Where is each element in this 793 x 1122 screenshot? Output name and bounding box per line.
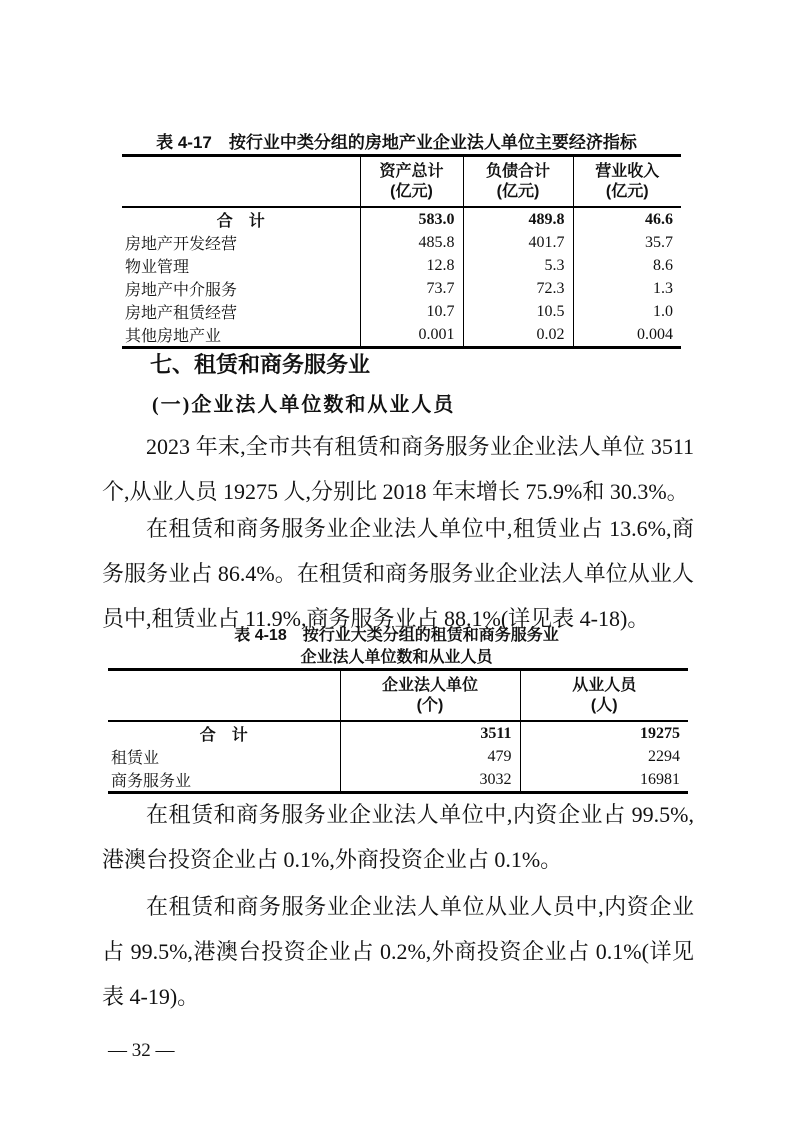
paragraph-employee-ownership: 在租赁和商务服务业企业法人单位从业人员中,内资企业占 99.5%,港澳台投资企业占 0.2%,外商投资企业占 0.1%(详见表 4-19)。 xyxy=(102,894,694,1009)
cell-value: 3032 xyxy=(340,768,520,793)
section-heading: 七、租赁和商务服务业 xyxy=(150,352,371,377)
header-line: 营业收入 xyxy=(595,162,660,180)
cell-value: 12.8 xyxy=(360,254,463,277)
cell-value: 0.001 xyxy=(360,323,463,348)
table-4-18-header-units xyxy=(340,670,520,722)
header-line: 从业人员 xyxy=(572,676,637,694)
table-4-18-header-employees xyxy=(520,670,688,722)
table-4-17-title: 表 4-17 按行业中类分组的房地产业企业法人单位主要经济指标 xyxy=(156,133,637,152)
page-number: — 32 — xyxy=(108,1040,175,1061)
row-label: 其他房地产业 xyxy=(125,328,222,345)
row-label: 物业管理 xyxy=(125,259,190,276)
table-row-total xyxy=(122,207,681,231)
cell-value: 16981 xyxy=(520,768,688,793)
table-4-18-title-line2: 企业法人单位数和从业人员 xyxy=(300,649,493,666)
cell-value: 10.5 xyxy=(463,300,573,323)
header-line: 负债合计 xyxy=(485,162,550,180)
header-unit: (个) xyxy=(416,696,444,714)
table-4-18-header-empty xyxy=(108,670,340,722)
row-label: 租赁业 xyxy=(111,750,160,767)
cell-value: 72.3 xyxy=(463,277,573,300)
table-4-18-title-line1: 表 4-18 按行业大类分组的租赁和商务服务业 xyxy=(234,627,559,644)
table-row xyxy=(122,254,681,277)
cell-value: 401.7 xyxy=(463,231,573,254)
table-4-17 xyxy=(122,154,681,349)
table-row xyxy=(108,745,688,768)
cell-value: 479 xyxy=(340,745,520,768)
cell-value: 1.3 xyxy=(573,277,681,300)
header-unit: (亿元) xyxy=(605,182,649,200)
row-label: 合 计 xyxy=(216,213,265,230)
header-unit: (亿元) xyxy=(496,182,540,200)
cell-value: 19275 xyxy=(520,721,688,745)
table-4-18-header-row xyxy=(108,670,688,722)
table-4-18 xyxy=(108,668,688,794)
table-4-17-header-revenue xyxy=(573,156,681,208)
paragraph-industry-shares: 在租赁和商务服务业企业法人单位中,租赁业占 13.6%,商务服务业占 86.4%。在租赁和商务服务业企业法人单位从业人员中,租赁业占 11.9%,商务服务业占 88.1%(详见表 4-18)。 xyxy=(102,516,694,631)
table-4-17-header-row xyxy=(122,156,681,208)
table-4-17-header-liabilities xyxy=(463,156,573,208)
cell-value: 73.7 xyxy=(360,277,463,300)
cell-value: 0.02 xyxy=(463,323,573,348)
table-4-17-header-empty xyxy=(122,156,360,208)
cell-value: 485.8 xyxy=(360,231,463,254)
header-unit: (人) xyxy=(590,696,618,714)
cell-value: 1.0 xyxy=(573,300,681,323)
cell-value: 8.6 xyxy=(573,254,681,277)
table-row xyxy=(108,768,688,793)
row-label: 合 计 xyxy=(199,727,248,744)
table-row xyxy=(122,277,681,300)
cell-value: 35.7 xyxy=(573,231,681,254)
header-line: 资产总计 xyxy=(379,162,444,180)
row-label: 房地产租赁经营 xyxy=(125,305,238,322)
header-unit: (亿元) xyxy=(390,182,433,200)
table-row xyxy=(122,300,681,323)
row-label: 房地产中介服务 xyxy=(125,282,238,299)
row-label: 商务服务业 xyxy=(111,773,192,790)
cell-value: 2294 xyxy=(520,745,688,768)
cell-value: 583.0 xyxy=(360,207,463,231)
cell-value: 10.7 xyxy=(360,300,463,323)
header-line: 企业法人单位 xyxy=(381,676,478,694)
cell-value: 5.3 xyxy=(463,254,573,277)
cell-value: 489.8 xyxy=(463,207,573,231)
table-4-17-header-assets xyxy=(360,156,463,208)
subsection-heading: (一)企业法人单位数和从业人员 xyxy=(152,394,456,416)
table-row xyxy=(122,323,681,348)
paragraph-units-employees: 2023 年末,全市共有租赁和商务服务业企业法人单位 3511 个,从业人员 19275 人,分别比 2018 年末增长 75.9%和 30.3%。 xyxy=(102,434,694,504)
paragraph-unit-ownership: 在租赁和商务服务业企业法人单位中,内资企业占 99.5%,港澳台投资企业占 0.1%,外商投资企业占 0.1%。 xyxy=(102,802,694,872)
row-label: 房地产开发经营 xyxy=(125,236,238,253)
cell-value: 46.6 xyxy=(573,207,681,231)
cell-value: 0.004 xyxy=(573,323,681,348)
table-row xyxy=(122,231,681,254)
table-row-total xyxy=(108,721,688,745)
cell-value: 3511 xyxy=(340,721,520,745)
table-4-18-title xyxy=(0,625,793,669)
